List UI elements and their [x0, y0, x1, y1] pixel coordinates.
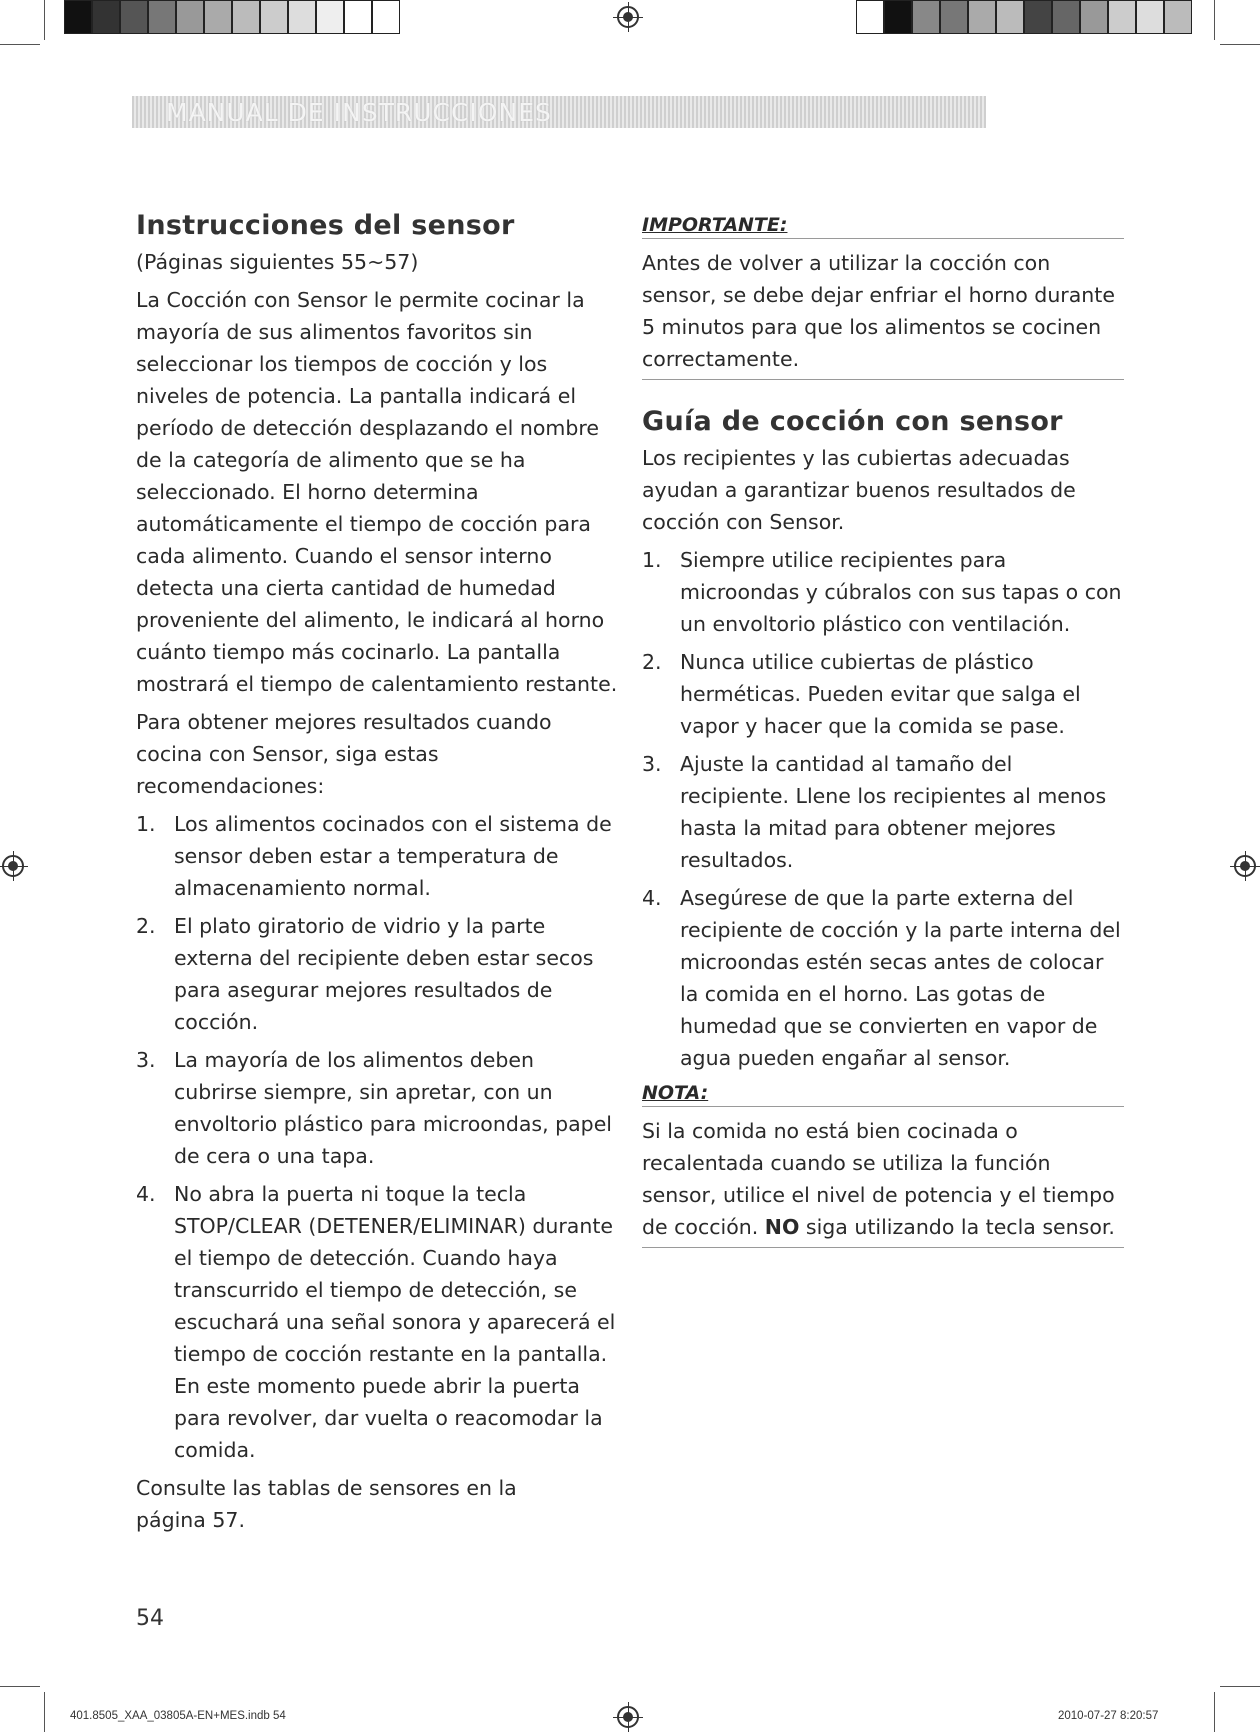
crop-mark: [1220, 1686, 1260, 1687]
crop-mark: [0, 1686, 40, 1687]
left-column: [136, 206, 622, 1542]
registration-mark-right-icon: [1234, 855, 1256, 877]
recommend-list: [136, 808, 622, 1466]
list-item: [136, 1044, 622, 1172]
list-item-text: La mayoría de los alimentos deben cubrirse siempre, sin apretar, con un envoltorio plástico para microondas, papel de cera o una tapa.: [174, 1048, 613, 1168]
nota-text: [642, 1115, 1124, 1248]
guide-intro: Los recipientes y las cubiertas adecuadas ayudan a garantizar buenos resultados de cocción con Sensor.: [642, 446, 1076, 534]
list-item-text: Asegúrese de que la parte externa del recipiente de cocción y la parte interna del microondas estén secas antes de colocar la comida en el horno. Las gotas de humedad que se convierten en vapor de agua pueden engañar al sensor.: [680, 886, 1121, 1070]
pages-note: (Páginas siguientes 55~57): [136, 250, 419, 274]
list-item-text: El plato giratorio de vidrio y la parte externa del recipiente deben estar secos para asegurar mejores resultados de cocción.: [174, 914, 594, 1034]
intro-paragraph: La Cocción con Sensor le permite cocinar la mayoría de sus alimentos favoritos sin seleccionar los tiempos de cocción y los niveles de potencia. La pantalla indicará el período de detección desplazando el nombre de la categoría de alimento que se ha seleccionado. El horno determina automáticamente el tiempo de cocción para cada alimento. Cuando el sensor interno detecta una cierta cantidad de humedad proveniente del alimento, le indicará al horno cuánto tiempo más cocinarlo. La pantalla mostrará el tiempo de calentamiento restante.: [136, 288, 618, 696]
header-band: [132, 96, 986, 128]
list-item-number: 3.: [642, 752, 662, 776]
slug-date: 2010-07-27 8:20:57: [1058, 1710, 1159, 1722]
registration-mark-left-icon: [2, 855, 24, 877]
header-band-title: MANUAL DE INSTRUCCIONES: [166, 98, 552, 127]
nota-text-part1: Si la comida no está bien cocinada o recalentada cuando se utiliza la función sensor, utilice el nivel de potencia y el tiempo de cocción.: [642, 1119, 1115, 1239]
right-column: [642, 212, 1124, 1254]
crop-mark: [1220, 44, 1260, 45]
list-item-text: No abra la puerta ni toque la tecla STOP/CLEAR (DETENER/ELIMINAR) durante el tiempo de detección. Cuando haya transcurrido el tiempo de detección, se escuchará una señal sonora y aparecerá el tiempo de cocción restante en la pantalla. En este momento puede abrir la puerta para revolver, dar vuelta o reacomodar la comida.: [174, 1182, 616, 1462]
list-item-number: 4.: [642, 886, 662, 910]
list-item-number: 2.: [136, 914, 156, 938]
page-number: 54: [136, 1606, 164, 1631]
nota-label: NOTA:: [642, 1080, 1124, 1107]
nota-text-part2: siga utilizando la tecla sensor.: [805, 1215, 1115, 1239]
list-item-number: 1.: [642, 548, 662, 572]
crop-mark: [44, 1692, 45, 1732]
section-title-sensor: Instrucciones del sensor: [136, 210, 515, 241]
crop-mark: [0, 44, 40, 45]
list-item: [642, 748, 1124, 876]
list-item-number: 4.: [136, 1182, 156, 1206]
list-item-number: 1.: [136, 812, 156, 836]
nota-bold: NO: [764, 1215, 800, 1239]
color-bar-right: [856, 0, 1192, 34]
guide-list: [642, 544, 1124, 1074]
sensor-tables-reference: Consulte las tablas de sensores en la página 57.: [136, 1476, 517, 1532]
list-item-text: Los alimentos cocinados con el sistema de sensor deben estar a temperatura de almacenamiento normal.: [174, 812, 612, 900]
list-item: [642, 882, 1124, 1074]
list-item: [642, 544, 1124, 640]
important-text: Antes de volver a utilizar la cocción con sensor, se debe dejar enfriar el horno durante 5 minutos para que los alimentos se cocinen correctamente.: [642, 247, 1124, 380]
registration-mark-top-icon: [617, 6, 639, 28]
section-title-guide: Guía de cocción con sensor: [642, 406, 1063, 437]
list-item: [642, 646, 1124, 742]
list-item: [136, 910, 622, 1038]
list-item-number: 2.: [642, 650, 662, 674]
slug-file: 401.8505_XAA_03805A-EN+MES.indb 54: [70, 1710, 286, 1722]
list-item-number: 3.: [136, 1048, 156, 1072]
list-item-text: Ajuste la cantidad al tamaño del recipiente. Llene los recipientes al menos hasta la mitad para obtener mejores resultados.: [680, 752, 1107, 872]
important-label: IMPORTANTE:: [642, 212, 1124, 239]
registration-mark-bottom-icon: [617, 1706, 639, 1728]
crop-mark: [44, 0, 45, 40]
recommend-paragraph: Para obtener mejores resultados cuando cocina con Sensor, siga estas recomendaciones:: [136, 710, 552, 798]
list-item-text: Siempre utilice recipientes para microondas y cúbralos con sus tapas o con un envoltorio plástico con ventilación.: [680, 548, 1122, 636]
list-item: [136, 808, 622, 904]
crop-mark: [1214, 0, 1215, 40]
color-bar-left: [64, 0, 400, 34]
list-item-text: Nunca utilice cubiertas de plástico herméticas. Pueden evitar que salga el vapor y hacer que la comida se pase.: [680, 650, 1081, 738]
crop-mark: [1214, 1692, 1215, 1732]
list-item: [136, 1178, 622, 1466]
